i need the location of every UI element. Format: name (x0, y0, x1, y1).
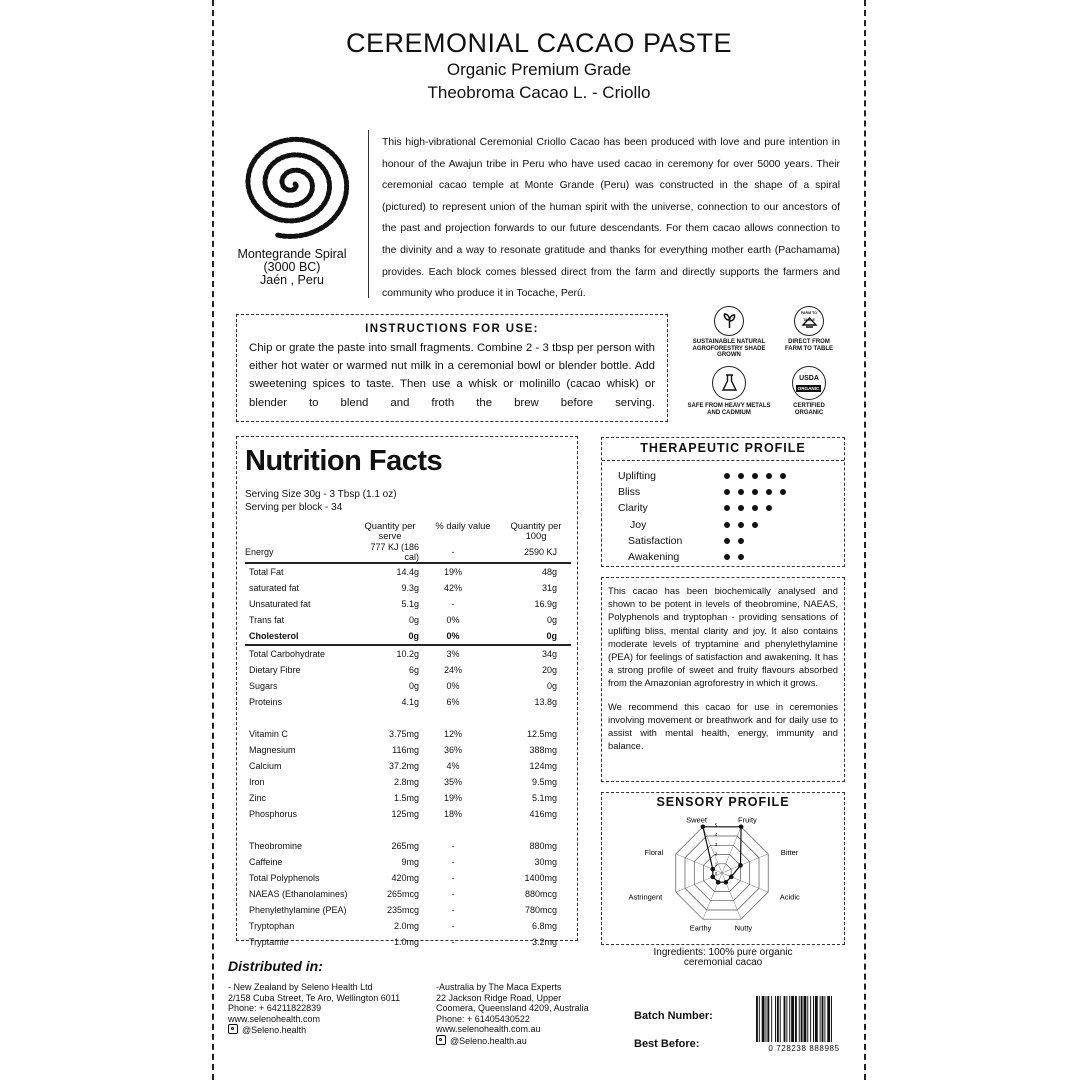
radar-scale-label: 1 (714, 861, 718, 867)
radar-axis-label: Fruity (738, 815, 757, 825)
instructions-text: Chip or grate the paste into small fragments. Combine 2 - 3 tbsp per person with either hot water or warmed nut milk in a ceremonial bowl or blender bottle. Add sweetening spices to taste. Then use a whisk or molinillo (cacao whisk) or blender to blend and froth the brew before serving. (249, 342, 655, 409)
level-dot (780, 489, 786, 495)
spiral-caption-place: Jaén , Peru (260, 273, 324, 287)
level-dot (752, 489, 758, 495)
therapeutic-heading: THERAPEUTIC PROFILE (640, 441, 806, 455)
divider (368, 130, 369, 298)
nutrition-row (245, 662, 571, 678)
radar-scale-label: 4 (714, 832, 718, 838)
nutrition-cell-name: Iron (249, 777, 265, 787)
therapeutic-row (618, 500, 838, 516)
ingredients-line-1: Ingredients: 100% pure organic (653, 947, 793, 958)
nutrition-row (245, 886, 571, 902)
nutrition-cell-name: Sugars (249, 681, 278, 691)
nutrition-cell-serve: 2.0mg (393, 921, 419, 931)
nutrition-cell-name: NAEAS (Ethanolamines) (249, 889, 348, 899)
barcode-bar (789, 996, 790, 1042)
barcode-bar (771, 996, 772, 1042)
nutrition-cell-serve: 0g (361, 628, 425, 645)
nutrition-row (245, 694, 571, 710)
nutrition-row (245, 838, 571, 854)
barcode (754, 996, 854, 1042)
nutrition-facts-panel (236, 436, 578, 947)
radar-point (739, 825, 744, 830)
distributor-au (436, 982, 616, 1047)
level-dot (752, 473, 758, 479)
barcode-bar (804, 996, 807, 1042)
barcode-bar (815, 996, 818, 1042)
nutrition-table (245, 542, 571, 950)
nutrition-cell-name: Trans fat (249, 615, 285, 625)
nutrition-cell-name: Unsaturated fat (249, 599, 311, 609)
nutrition-cell-serve: 14.4g (396, 567, 419, 577)
nutrition-cell-per100: 0g (546, 681, 557, 691)
nutrition-cell-name: saturated fat (249, 583, 300, 593)
usda-organic-icon (792, 366, 826, 400)
nz-line: Phone: + 64211822839 (228, 1003, 322, 1014)
level-dot (766, 489, 772, 495)
level-dot (752, 522, 758, 528)
usda-icon-text: USDA (799, 375, 819, 382)
level-dot (724, 489, 730, 495)
nutrition-row (245, 645, 571, 662)
barcode-bar (775, 996, 776, 1042)
au-line: 22 Jackson Ridge Road, Upper (436, 992, 562, 1003)
au-line: Phone: + 61405430522 (436, 1013, 530, 1024)
serving-size: Serving Size 30g - 3 Tbsp (1.1 oz) (245, 489, 397, 500)
nutrition-row (245, 542, 571, 563)
nutrition-cell-per100: 20g (541, 665, 557, 675)
nutrition-cell-name: Phenylethylamine (PEA) (249, 905, 347, 915)
nutrition-row (245, 758, 571, 774)
nutrition-cell-per100: 48g (541, 567, 557, 577)
nutrition-row (245, 870, 571, 886)
radar-point (724, 880, 729, 885)
serving-per-block: Serving per block - 34 (245, 502, 343, 513)
nutrition-cell-name: Total Carbohydrate (249, 649, 326, 659)
badge-usda-organic-label: CERTIFIED ORGANIC (793, 403, 825, 416)
nutrition-cell-per100: 880mg (529, 841, 557, 851)
nutrition-cell-per100: 9.5mg (531, 777, 557, 787)
level-dot (724, 522, 730, 528)
nutrition-cell-serve: 777 KJ (186 cal) (361, 542, 425, 563)
barcode-bar (807, 996, 808, 1042)
level-dot (738, 522, 744, 528)
level-dot (724, 554, 730, 560)
nutrition-row (245, 678, 571, 694)
radar-point (729, 875, 734, 880)
spiral-illustration (228, 124, 358, 246)
nutrition-cell-serve: 0g (408, 615, 419, 625)
sensory-profile-panel (601, 792, 845, 945)
barcode-bar (780, 996, 781, 1042)
barcode-bar (786, 996, 787, 1042)
nz-line: 2/158 Cuba Street, Te Aro, Wellington 6011 (228, 992, 401, 1003)
instagram-icon (228, 1024, 238, 1034)
product-subtitle-grade: Organic Premium Grade (446, 60, 632, 79)
nutrition-cell-daily: 0% (446, 681, 460, 691)
au-social: @Seleno.health.au (450, 1035, 527, 1046)
nutrition-cell-per100: 16.9g (534, 599, 557, 609)
nutrition-cell-serve: 125mg (391, 809, 419, 819)
nutrition-cell-per100: 3.2mg (531, 937, 557, 947)
nutrition-cell-daily: 35% (443, 777, 462, 787)
spiral-caption (222, 248, 362, 287)
barcode-bar (813, 996, 814, 1042)
barcode-bar (767, 996, 769, 1042)
therapeutic-row (618, 517, 838, 533)
nutrition-cell-serve: 0g (408, 681, 419, 691)
nutrition-row (245, 902, 571, 918)
barcode-bar (791, 996, 794, 1042)
barcode-bar (801, 996, 803, 1042)
barcode-bar (759, 996, 760, 1042)
product-title: CEREMONIAL CACAO PASTE (345, 28, 733, 58)
instructions-heading: INSTRUCTIONS FOR USE: (365, 323, 539, 335)
nutrition-cell-daily: 6% (446, 697, 460, 707)
therapeutic-profile-panel (601, 437, 845, 567)
barcode-bar (762, 996, 765, 1042)
nutrition-cell-serve: 9mg (401, 857, 419, 867)
nutrition-cell-daily: - (451, 937, 455, 947)
nutrition-cell-daily: - (425, 542, 481, 563)
radar-point (710, 875, 715, 880)
nutrition-cell-per100: 31g (541, 583, 557, 593)
nutrition-cell-name: Magnesium (249, 745, 296, 755)
nutrition-cell-serve: 1.5mg (393, 793, 419, 803)
nutrition-cell-daily: - (451, 905, 455, 915)
nutrition-cell-per100: 13.8g (534, 697, 557, 707)
therapeutic-row (618, 549, 838, 565)
badge-farm-to-table-label: DIRECT FROM FARM TO TABLE (784, 339, 834, 352)
nutrition-row (245, 580, 571, 596)
nutrition-cell-daily: 12% (443, 729, 462, 739)
sensory-heading: SENSORY PROFILE (656, 795, 790, 809)
nutrition-cell-name: Dietary Fibre (249, 665, 301, 675)
nutrition-cell-per100: 880mcg (524, 889, 557, 899)
nutrition-cell-name: Proteins (249, 697, 283, 707)
barcode-bar (820, 996, 821, 1042)
product-subtitle-species: Theobroma Cacao L. - Criollo (427, 83, 651, 102)
level-dot (766, 505, 772, 511)
radar-point (716, 880, 721, 885)
level-dot (766, 473, 772, 479)
barcode-bar (810, 996, 811, 1042)
radar-scale-label: 2 (714, 851, 718, 857)
nutrition-cell-per100: 34g (541, 649, 557, 659)
nutrition-cell-serve: 6g (408, 665, 419, 675)
nutrition-cell-per100: 0g (481, 628, 571, 645)
level-dot (780, 473, 786, 479)
nutrition-row (245, 726, 571, 742)
level-dot (738, 538, 744, 544)
nutrition-row (245, 854, 571, 870)
nutrition-cell-per100: 416mg (529, 809, 557, 819)
nutrition-cell-per100: 124mg (529, 761, 557, 771)
nutrition-cell-serve: 116mg (392, 745, 419, 755)
level-dot (738, 489, 744, 495)
nutrition-cell-name: Caffeine (249, 857, 283, 867)
nutrition-cell-serve: 420mg (391, 873, 419, 883)
story-text: This high-vibrational Ceremonial Criollo Cacao has been produced with love and pure intention in honour of the Awajun tribe in Peru who have used cacao in ceremony for over 5000 years. Their ceremonial cacao temple at Monte Grande (Peru) was constructed in the shape of a spiral (pictured) to represent union of the human spirit with the universe, connection to our ancestors of the past and projection forwards to our future descendants. For them cacao allows connection to the divinity and a way to resonate gratitude and thanks for everything mother earth (Pachamama) provides. Each block comes blessed direct from the farm and directly supports the farmers and community who produce it in Tocache, Perú. (382, 137, 840, 300)
spiral-caption-date: (3000 BC) (263, 260, 321, 274)
barcode-bar (784, 996, 786, 1042)
nutrition-cell-daily: - (451, 873, 455, 883)
barcode-bar (822, 996, 824, 1042)
nutrition-cell-serve: 3.75mg (388, 729, 419, 739)
sensory-radar-chart (602, 811, 844, 943)
col-header-daily: % daily value (435, 520, 491, 531)
nutrition-cell-daily: - (451, 857, 455, 867)
au-line: www.selenohealth.com.au (436, 1024, 541, 1035)
nutrition-cell-daily: 19% (443, 567, 462, 577)
ingredients-line-2: ceremonial cacao (683, 956, 763, 968)
lab-flask-icon (712, 366, 746, 400)
radar-axis-label: Sweet (686, 815, 707, 825)
nutrition-cell-serve: 5.1g (401, 599, 419, 609)
level-dot (724, 473, 730, 479)
nutrition-cell-daily: 0% (425, 628, 481, 645)
nutrition-row (245, 774, 571, 790)
barcode-bar (756, 996, 758, 1042)
ingredients (601, 948, 845, 967)
nz-line: - New Zealand by Seleno Health Ltd (228, 982, 373, 992)
distributor-nz (228, 982, 428, 1036)
therapeutic-row (618, 484, 838, 500)
distribution-heading: Distributed in: (228, 958, 323, 974)
radar-scale-label: 0 (714, 871, 718, 876)
therapeutic-label: Satisfaction (628, 534, 683, 547)
barcode-bar (795, 996, 797, 1042)
nutrition-cell-daily: 24% (443, 665, 462, 675)
nutrition-cell-per100: 12.5mg (526, 729, 557, 739)
badge-agroforestry-label: SUSTAINABLE NATURAL AGROFORESTRY SHADE GROWN (692, 339, 766, 359)
nutrition-cell-serve: 4.1g (401, 697, 419, 707)
therapeutic-label: Bliss (618, 486, 641, 499)
therapeutic-row (618, 533, 838, 549)
badge-agroforestry (686, 306, 772, 359)
bio-paragraph-1: This cacao has been biochemically analysed and shown to be potent in levels of theobromine, NAEAS, Polyphenols and tryptophan - providing sensations of uplifting bliss, mental clarity and joy. It also contains moderate levels of tryptamine and phenylethylamine (PEA) for feelings of satisfaction and awakening. It has a strong profile of sweet and fruity flavours absorbed from the Amazonian agroforestry in which it grows. (608, 585, 838, 689)
nutrition-row (245, 563, 571, 580)
nutrition-cell-serve: 265mg (391, 841, 419, 851)
divider (602, 460, 844, 461)
nutrition-row (245, 612, 571, 628)
therapeutic-label: Clarity (618, 502, 648, 515)
nutrition-cell-serve: 2.8mg (393, 777, 419, 787)
radar-axis-label: Bitter (780, 848, 799, 858)
badge-farm-to-table (779, 306, 839, 352)
nz-line: www.selenohealth.com (228, 1013, 321, 1024)
nutrition-cell-serve: 37.2mg (388, 761, 419, 771)
nutrition-cell-name: Vitamin C (249, 729, 288, 739)
barcode-bar (824, 996, 825, 1042)
badge-usda-organic (779, 366, 839, 416)
radar-scale-label: 5 (714, 822, 718, 828)
nutrition-cell-per100: 0g (546, 615, 557, 625)
nutrition-cell-daily: 19% (443, 793, 462, 803)
radar-axis-label: Floral (644, 848, 664, 858)
level-dot (738, 505, 744, 511)
spiral-caption-name: Montegrande Spiral (237, 247, 347, 261)
radar-point (738, 863, 743, 868)
organic-icon-text: ORGANIC (797, 386, 820, 391)
nutrition-cell-serve: 9.3g (401, 583, 419, 593)
radar-axis-label: Astringent (628, 892, 663, 902)
nutrition-cell-per100: 780mcg (524, 905, 557, 915)
radar-point (701, 825, 706, 830)
biochemical-info-panel (601, 577, 845, 782)
level-dot (752, 505, 758, 511)
nutrition-cell-serve: 1.0mg (393, 937, 419, 947)
instagram-icon (436, 1035, 446, 1045)
nutrition-cell-daily: 18% (443, 809, 462, 819)
barcode-bar (777, 996, 779, 1042)
barcode-bar (766, 996, 767, 1042)
barcode-bar (831, 996, 832, 1042)
badge-heavy-metals-label: SAFE FROM HEAVY METALS AND CADMIUM (687, 403, 771, 416)
nutrition-cell-per100: 388mg (529, 745, 557, 755)
nutrition-cell-per100: 5.1mg (531, 793, 557, 803)
nutrition-cell-per100: 2590 KJ (481, 542, 571, 563)
nutrition-cell-name: Zinc (249, 793, 267, 803)
bio-paragraph-2: We recommend this cacao for use in ceremonies involving movement or breathwork and for daily use to assist with mental health, energy, immunity and balance. (608, 700, 838, 752)
nutrition-cell-name: Phosphorus (249, 809, 298, 819)
product-label (212, 0, 866, 1080)
therapeutic-label: Joy (630, 518, 647, 531)
nutrition-row (245, 918, 571, 934)
nutrition-row (245, 628, 571, 645)
nutrition-cell-name: Cholesterol (245, 628, 361, 645)
level-dot (724, 538, 730, 544)
radar-scale-label: 3 (714, 841, 718, 847)
therapeutic-row (618, 468, 838, 484)
nutrition-cell-daily: 4% (446, 761, 460, 771)
barcode-bar (799, 996, 800, 1042)
nutrition-cell-serve: 265mcg (386, 889, 419, 899)
nutrition-cell-daily: - (451, 921, 455, 931)
nutrition-row (245, 596, 571, 612)
nutrition-cell-per100: 1400mg (524, 873, 557, 883)
best-before-label: Best Before: (634, 1038, 700, 1050)
nutrition-cell-daily: - (451, 599, 455, 609)
nutrition-cell-daily: - (451, 841, 455, 851)
spiral-path (248, 139, 347, 236)
barcode-bar (827, 996, 830, 1042)
nutrition-cell-serve: 10.2g (396, 649, 419, 659)
nutrition-cell-name: Tryptamie (249, 937, 289, 947)
radar-point (710, 867, 715, 872)
nutrition-row (245, 934, 571, 950)
therapeutic-label: Awakening (628, 551, 680, 563)
nutrition-cell-per100: 30mg (534, 857, 557, 867)
level-dot (738, 473, 744, 479)
nutrition-cell-daily: 36% (443, 745, 462, 755)
batch-number-label: Batch Number: (634, 1010, 713, 1022)
nutrition-cell-name: Energy (245, 542, 361, 563)
level-dot (724, 505, 730, 511)
nutrition-cell-name: Tryptophan (249, 921, 295, 931)
nutrition-cell-daily: - (451, 889, 455, 899)
farm-to-table-icon (794, 306, 824, 336)
nutrition-cell-name: Calcium (249, 761, 282, 771)
radar-axis-label: Earthy (689, 923, 712, 933)
instructions-box (236, 314, 668, 422)
nutrition-cell-daily: 42% (443, 583, 462, 593)
nutrition-row (245, 742, 571, 758)
nutrition-row (245, 806, 571, 822)
farm-to-table-icon-text: FARM TO TABLE (800, 311, 818, 322)
therapeutic-label: Uplifting (618, 470, 656, 482)
nutrition-cell-name: Theobromine (249, 841, 303, 851)
nutrition-cell-name: Total Fat (249, 567, 284, 577)
badge-heavy-metals (686, 366, 772, 416)
nz-social: @Seleno.health (242, 1025, 307, 1036)
nutrition-cell-per100: 6.8mg (531, 921, 557, 931)
level-dot (738, 554, 744, 560)
col-header-100g: Quantity per 100g (510, 520, 562, 541)
au-line: Coomera, Queensland 4209, Australia (436, 1003, 589, 1014)
nutrition-row (245, 790, 571, 806)
au-line: -Australia by The Maca Experts (436, 982, 562, 992)
nutrition-cell-name: Total Polyphenols (249, 873, 320, 883)
plant-icon (714, 306, 744, 336)
nutrition-title: Nutrition Facts (245, 445, 443, 477)
radar-axis-label: Acidic (779, 892, 800, 902)
nutrition-cell-daily: 3% (446, 649, 460, 659)
barcode-digits: 0 728238 888985 (768, 1044, 840, 1053)
col-header-serve: Quantity per serve (364, 520, 416, 541)
nutrition-cell-serve: 235mcg (386, 905, 419, 915)
radar-axis-label: Nutty (734, 923, 753, 933)
nutrition-cell-daily: 0% (446, 615, 460, 625)
